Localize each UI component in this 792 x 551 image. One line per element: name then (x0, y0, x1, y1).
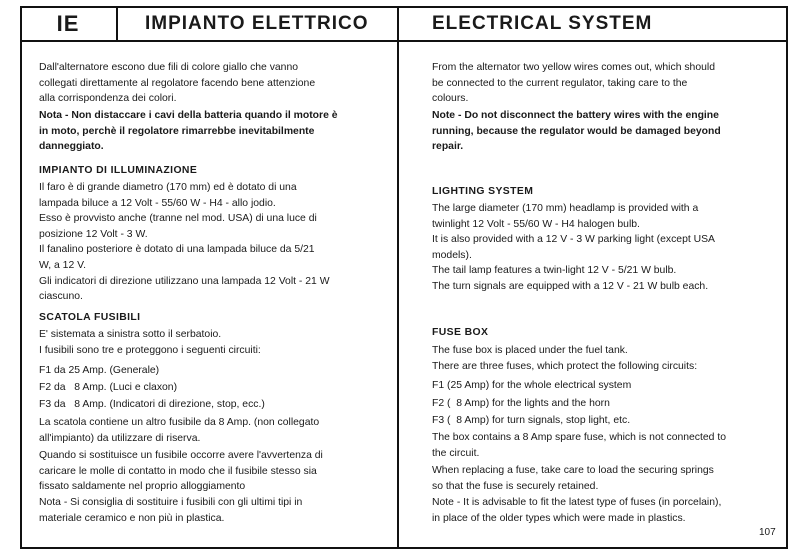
fuse-item: F3 da 8 Amp. (Indicatori di direzione, stop, ecc.) (39, 399, 265, 410)
en-fuse-list (432, 377, 750, 430)
text-line: When replacing a fuse, take care to load the securing springs (432, 465, 714, 476)
text-line: the circuit. (432, 447, 480, 459)
text-line: La scatola contiene un altro fusibile da 8 Amp. (non collegato (39, 417, 320, 428)
text-line: posizione 12 Volt - 3 W. (39, 228, 148, 240)
text-line: be connected to the current regulator, taking care to the (432, 77, 688, 89)
text-line: collegati direttamente al regolatore facendo bene attenzione (39, 77, 316, 89)
it-replace (39, 448, 379, 495)
text-line: Note - Do not disconnect the battery wires with the engine (432, 110, 719, 121)
en-intro (432, 60, 750, 107)
text-line: repair. (432, 141, 464, 153)
title-english: ELECTRICAL SYSTEM (432, 13, 653, 34)
en-replace (432, 463, 750, 494)
text-line: E' sistemata a sinistra sotto il serbatoio. (39, 329, 222, 340)
text-line: all'impianto) da utilizzare di riserva. (39, 432, 201, 444)
header-rule (20, 40, 788, 42)
text-line: Il fanalino posteriore è dotato di una lampada biluce da 5/21 (39, 244, 315, 256)
text-line: ciascuno. (39, 291, 83, 303)
text-line: caricare le molle di contatto in modo che il fusibile stesso sia (39, 465, 317, 477)
it-note (39, 108, 379, 155)
text-line: From the alternator two yellow wires comes out, which should (432, 62, 715, 73)
text-line: materiale ceramico e non più in plastica. (39, 512, 225, 524)
text-line: twinlight 12 Volt - 55/60 W - H4 halogen bulb. (432, 218, 640, 230)
en-spare (432, 430, 750, 461)
text-line: The large diameter (170 mm) headlamp is provided with a (432, 203, 699, 214)
en-note (432, 108, 750, 155)
text-line: so that the fuse is securely retained. (432, 480, 599, 492)
text-line: Il faro è di grande diametro (170 mm) ed è dotato di una (39, 182, 297, 193)
en-lighting-heading: LIGHTING SYSTEM (432, 186, 534, 197)
text-line: Note - It is advisable to fit the latest type of fuses (in porcelain), (432, 497, 722, 508)
text-line: It is also provided with a 12 V - 3 W parking light (except USA (432, 234, 715, 246)
text-line: in moto, perchè il regolatore rimarrebbe inevitabilmente (39, 125, 315, 137)
en-advice (432, 495, 750, 526)
text-line: danneggiato. (39, 141, 104, 153)
it-fuse-heading: SCATOLA FUSIBILI (39, 312, 141, 323)
text-line: running, because the regulator would be damaged beyond (432, 125, 721, 137)
text-line: fissato saldamente nel proprio alloggiamento (39, 481, 246, 493)
text-line: in place of the older types which were made in plastics. (432, 512, 686, 524)
en-fuse-heading: FUSE BOX (432, 327, 489, 338)
text-line: The turn signals are equipped with a 12 V - 21 W bulb each. (432, 280, 709, 292)
text-line: Gli indicatori di direzione utilizzano una lampada 12 Volt - 21 W (39, 275, 330, 287)
text-line: Dall'alternatore escono due fili di colore giallo che vanno (39, 62, 299, 73)
it-fuse-list (39, 362, 379, 413)
fuse-item: F2 ( 8 Amp) for the lights and the horn (432, 397, 610, 409)
en-fuse-intro (432, 343, 750, 374)
it-lighting-heading: IMPIANTO DI ILLUMINAZIONE (39, 165, 198, 176)
it-fuse-intro (39, 327, 379, 358)
text-line: colours. (432, 93, 469, 105)
en-lighting-body (432, 201, 750, 295)
fuse-item: F3 ( 8 Amp) for turn signals, stop light, etc. (432, 415, 631, 426)
fuse-item: F1 da 25 Amp. (Generale) (39, 365, 160, 376)
it-spare (39, 415, 379, 446)
text-line: The box contains a 8 Amp spare fuse, which is not connected to (432, 432, 726, 443)
text-line: The fuse box is placed under the fuel tank. (432, 345, 628, 356)
text-line: W, a 12 V. (39, 259, 86, 271)
text-line: Nota - Si consiglia di sostituire i fusibili con gli ultimi tipi in (39, 497, 303, 508)
text-line: Nota - Non distaccare i cavi della batteria quando il motore è (39, 110, 338, 121)
it-lighting-body (39, 180, 379, 305)
it-advice (39, 495, 379, 526)
text-line: Esso è provvisto anche (tranne nel mod. USA) di una luce di (39, 213, 317, 225)
text-line: I fusibili sono tre e proteggono i seguenti circuiti: (39, 344, 261, 356)
title-italian: IMPIANTO ELETTRICO (145, 13, 369, 34)
text-line: models). (432, 249, 472, 261)
text-line: Quando si sostituisce un fusibile occorre avere l'avvertenza di (39, 450, 323, 461)
page-number: 107 (759, 527, 776, 538)
fuse-item: F1 (25 Amp) for the whole electrical system (432, 380, 632, 391)
text-line: alla corrispondenza dei colori. (39, 93, 177, 105)
text-line: The tail lamp features a twin-light 12 V - 5/21 W bulb. (432, 265, 677, 277)
it-intro (39, 60, 379, 107)
section-code: IE (20, 6, 118, 42)
fuse-item: F2 da 8 Amp. (Luci e claxon) (39, 382, 178, 393)
column-divider (397, 6, 399, 549)
text-line: lampada biluce a 12 Volt - 55/60 W - H4 - allo jodio. (39, 197, 276, 209)
text-line: There are three fuses, which protect the following circuits: (432, 360, 698, 372)
